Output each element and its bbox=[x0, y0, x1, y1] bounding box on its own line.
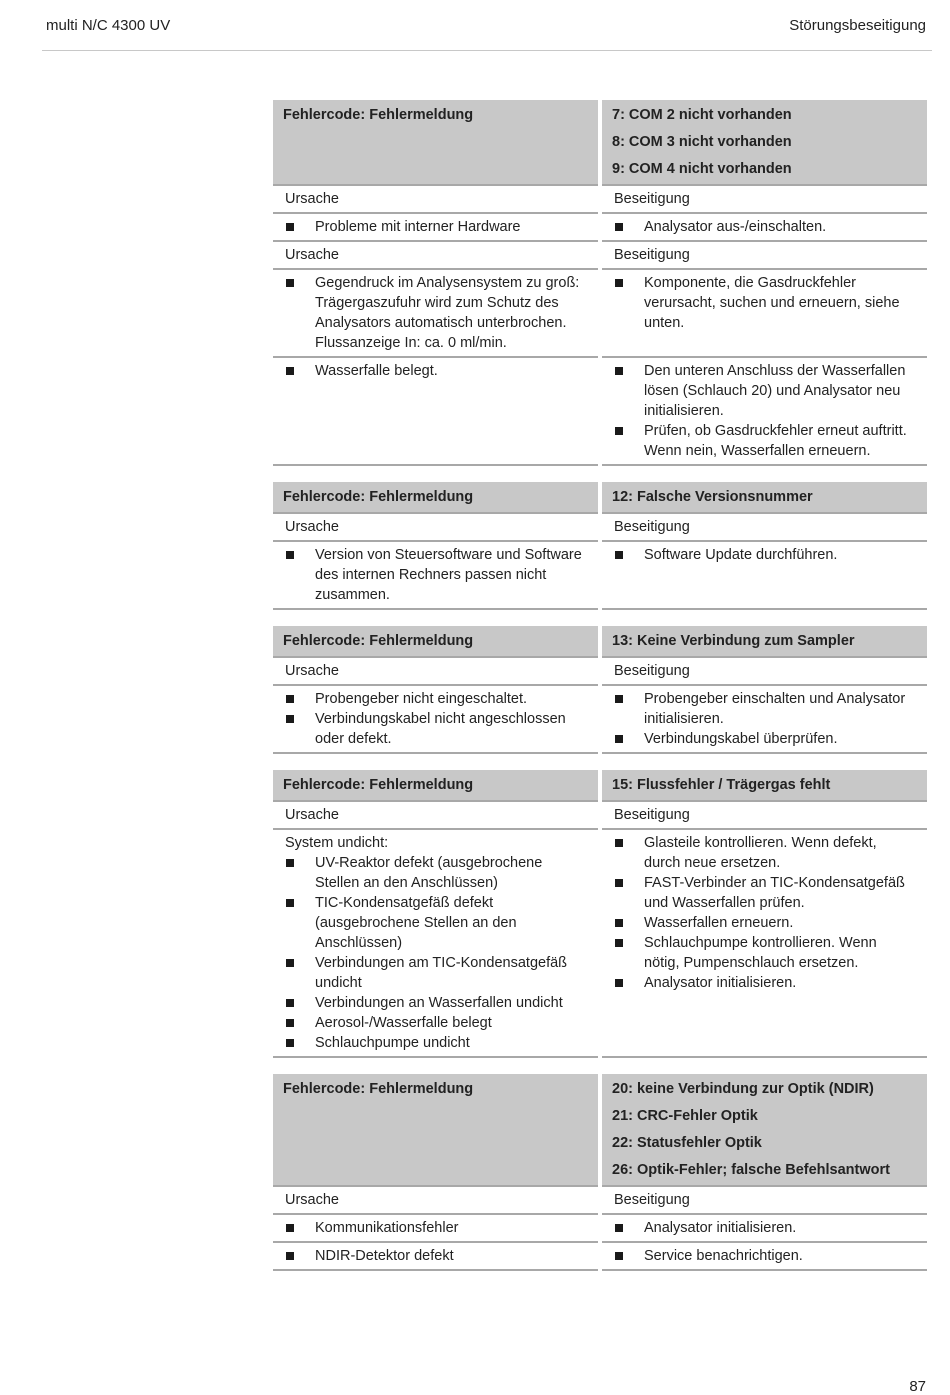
cause-item: Aerosol-/Wasserfalle belegt bbox=[285, 1013, 586, 1033]
error-code-values bbox=[602, 100, 927, 186]
remedy-item: Service benachrichtigen. bbox=[614, 1246, 915, 1266]
error-table-optics bbox=[273, 1074, 927, 1271]
cause-cell bbox=[273, 686, 598, 754]
error-code-values bbox=[602, 626, 927, 658]
remedy-cell bbox=[602, 542, 927, 610]
cause-label: Ursache bbox=[273, 802, 598, 830]
error-code-header bbox=[273, 482, 598, 514]
cause-item: Kommunikationsfehler bbox=[285, 1218, 586, 1238]
remedy-item: Glasteile kontrollieren. Wenn defekt, durch neue ersetzen. bbox=[614, 833, 915, 873]
remedy-label: Beseitigung bbox=[602, 658, 927, 686]
cause-item: Probleme mit interner Hardware bbox=[285, 217, 586, 237]
cause-item: Wasserfalle belegt. bbox=[285, 361, 586, 381]
cause-label: Ursache bbox=[273, 1187, 598, 1215]
error-code-header bbox=[273, 100, 598, 186]
remedy-item: Komponente, die Gasdruckfehler verursacht, suchen und erneuern, siehe unten. bbox=[614, 273, 915, 333]
cause-item: TIC-Kondensatgefäß defekt (ausgebrochene Stellen an den Anschlüssen) bbox=[285, 893, 586, 953]
page-number: 87 bbox=[909, 1378, 926, 1395]
error-code-values bbox=[602, 482, 927, 514]
remedy-item: Analysator initialisieren. bbox=[614, 1218, 915, 1238]
remedy-label: Beseitigung bbox=[602, 1187, 927, 1215]
cause-cell bbox=[273, 214, 598, 242]
error-code-values bbox=[602, 770, 927, 802]
remedy-item: Analysator aus-/einschalten. bbox=[614, 217, 915, 237]
remedy-item: Probengeber einschalten und Analysator initialisieren. bbox=[614, 689, 915, 729]
cause-item: Schlauchpumpe undicht bbox=[285, 1033, 586, 1053]
cause-cell bbox=[273, 542, 598, 610]
error-code-header bbox=[273, 1074, 598, 1187]
remedy-item: FAST-Verbinder an TIC-Kondensatgefäß und Wasserfallen prüfen. bbox=[614, 873, 915, 913]
remedy-item: Schlauchpumpe kontrollieren. Wenn nötig, Pumpenschlauch ersetzen. bbox=[614, 933, 915, 973]
remedy-label: Beseitigung bbox=[602, 242, 927, 270]
remedy-item: Den unteren Anschluss der Wasserfallen lösen (Schlauch 20) und Analysator neu initialisieren. bbox=[614, 361, 915, 421]
cause-cell bbox=[273, 358, 598, 466]
error-code: 12: Falsche Versionsnummer bbox=[612, 489, 813, 505]
cause-cell bbox=[273, 1243, 598, 1271]
cause-item: Verbindungen an Wasserfallen undicht bbox=[285, 993, 586, 1013]
error-code-values bbox=[602, 1074, 927, 1187]
cause-intro: System undicht: bbox=[285, 835, 389, 851]
cause-label: Ursache bbox=[273, 242, 598, 270]
cause-item: Probengeber nicht eingeschaltet. bbox=[285, 689, 586, 709]
error-code-label: Fehlercode: Fehlermeldung bbox=[283, 777, 474, 793]
header-title: multi N/C 4300 UV bbox=[46, 17, 171, 34]
remedy-item: Software Update durchführen. bbox=[614, 545, 915, 565]
error-table-version bbox=[273, 482, 927, 610]
remedy-cell bbox=[602, 830, 927, 1058]
error-code-label: Fehlercode: Fehlermeldung bbox=[283, 107, 474, 123]
cause-item: Verbindungskabel nicht angeschlossen oder defekt. bbox=[285, 709, 586, 749]
error-code: 7: COM 2 nicht vorhanden bbox=[612, 107, 792, 123]
error-table-sampler bbox=[273, 626, 927, 754]
cause-item: Gegendruck im Analysensystem zu groß: Trägergaszufuhr wird zum Schutz des Analysators automatisch unterbrochen. Flussanzeige In: ca. 0 ml/min. bbox=[285, 273, 586, 353]
error-table-com bbox=[273, 100, 927, 466]
error-code-label: Fehlercode: Fehlermeldung bbox=[283, 489, 474, 505]
cause-label: Ursache bbox=[273, 514, 598, 542]
cause-cell bbox=[273, 1215, 598, 1243]
cause-cell bbox=[273, 270, 598, 358]
error-code: 21: CRC-Fehler Optik bbox=[612, 1108, 758, 1124]
cause-item: NDIR-Detektor defekt bbox=[285, 1246, 586, 1266]
remedy-cell bbox=[602, 358, 927, 466]
error-code: 26: Optik-Fehler; falsche Befehlsantwort bbox=[612, 1162, 890, 1178]
remedy-label: Beseitigung bbox=[602, 186, 927, 214]
remedy-cell bbox=[602, 1215, 927, 1243]
cause-cell bbox=[273, 830, 598, 1058]
remedy-item: Wasserfallen erneuern. bbox=[614, 913, 915, 933]
remedy-cell bbox=[602, 686, 927, 754]
error-code: 13: Keine Verbindung zum Sampler bbox=[612, 633, 855, 649]
cause-item: Version von Steuersoftware und Software des internen Rechners passen nicht zusammen. bbox=[285, 545, 586, 605]
cause-item: Verbindungen am TIC-Kondensatgefäß undicht bbox=[285, 953, 586, 993]
cause-label: Ursache bbox=[273, 658, 598, 686]
error-code: 15: Flussfehler / Trägergas fehlt bbox=[612, 777, 831, 793]
cause-label: Ursache bbox=[273, 186, 598, 214]
error-code-header bbox=[273, 770, 598, 802]
remedy-cell bbox=[602, 214, 927, 242]
remedy-item: Verbindungskabel überprüfen. bbox=[614, 729, 915, 749]
remedy-label: Beseitigung bbox=[602, 514, 927, 542]
cause-item: UV-Reaktor defekt (ausgebrochene Stellen an den Anschlüssen) bbox=[285, 853, 586, 893]
remedy-item: Prüfen, ob Gasdruckfehler erneut auftritt. Wenn nein, Wasserfallen erneuern. bbox=[614, 421, 915, 461]
error-code: 22: Statusfehler Optik bbox=[612, 1135, 762, 1151]
error-table-flow bbox=[273, 770, 927, 1058]
error-tables bbox=[273, 100, 927, 1287]
remedy-label: Beseitigung bbox=[602, 802, 927, 830]
page-header bbox=[42, 16, 932, 51]
header-section: Störungsbeseitigung bbox=[789, 17, 926, 34]
remedy-cell bbox=[602, 1243, 927, 1271]
error-code-label: Fehlercode: Fehlermeldung bbox=[283, 633, 474, 649]
error-code-header bbox=[273, 626, 598, 658]
error-code: 8: COM 3 nicht vorhanden bbox=[612, 134, 792, 150]
remedy-cell bbox=[602, 270, 927, 358]
error-code-label: Fehlercode: Fehlermeldung bbox=[283, 1081, 474, 1097]
error-code: 20: keine Verbindung zur Optik (NDIR) bbox=[612, 1081, 874, 1097]
error-code: 9: COM 4 nicht vorhanden bbox=[612, 161, 792, 177]
remedy-item: Analysator initialisieren. bbox=[614, 973, 915, 993]
